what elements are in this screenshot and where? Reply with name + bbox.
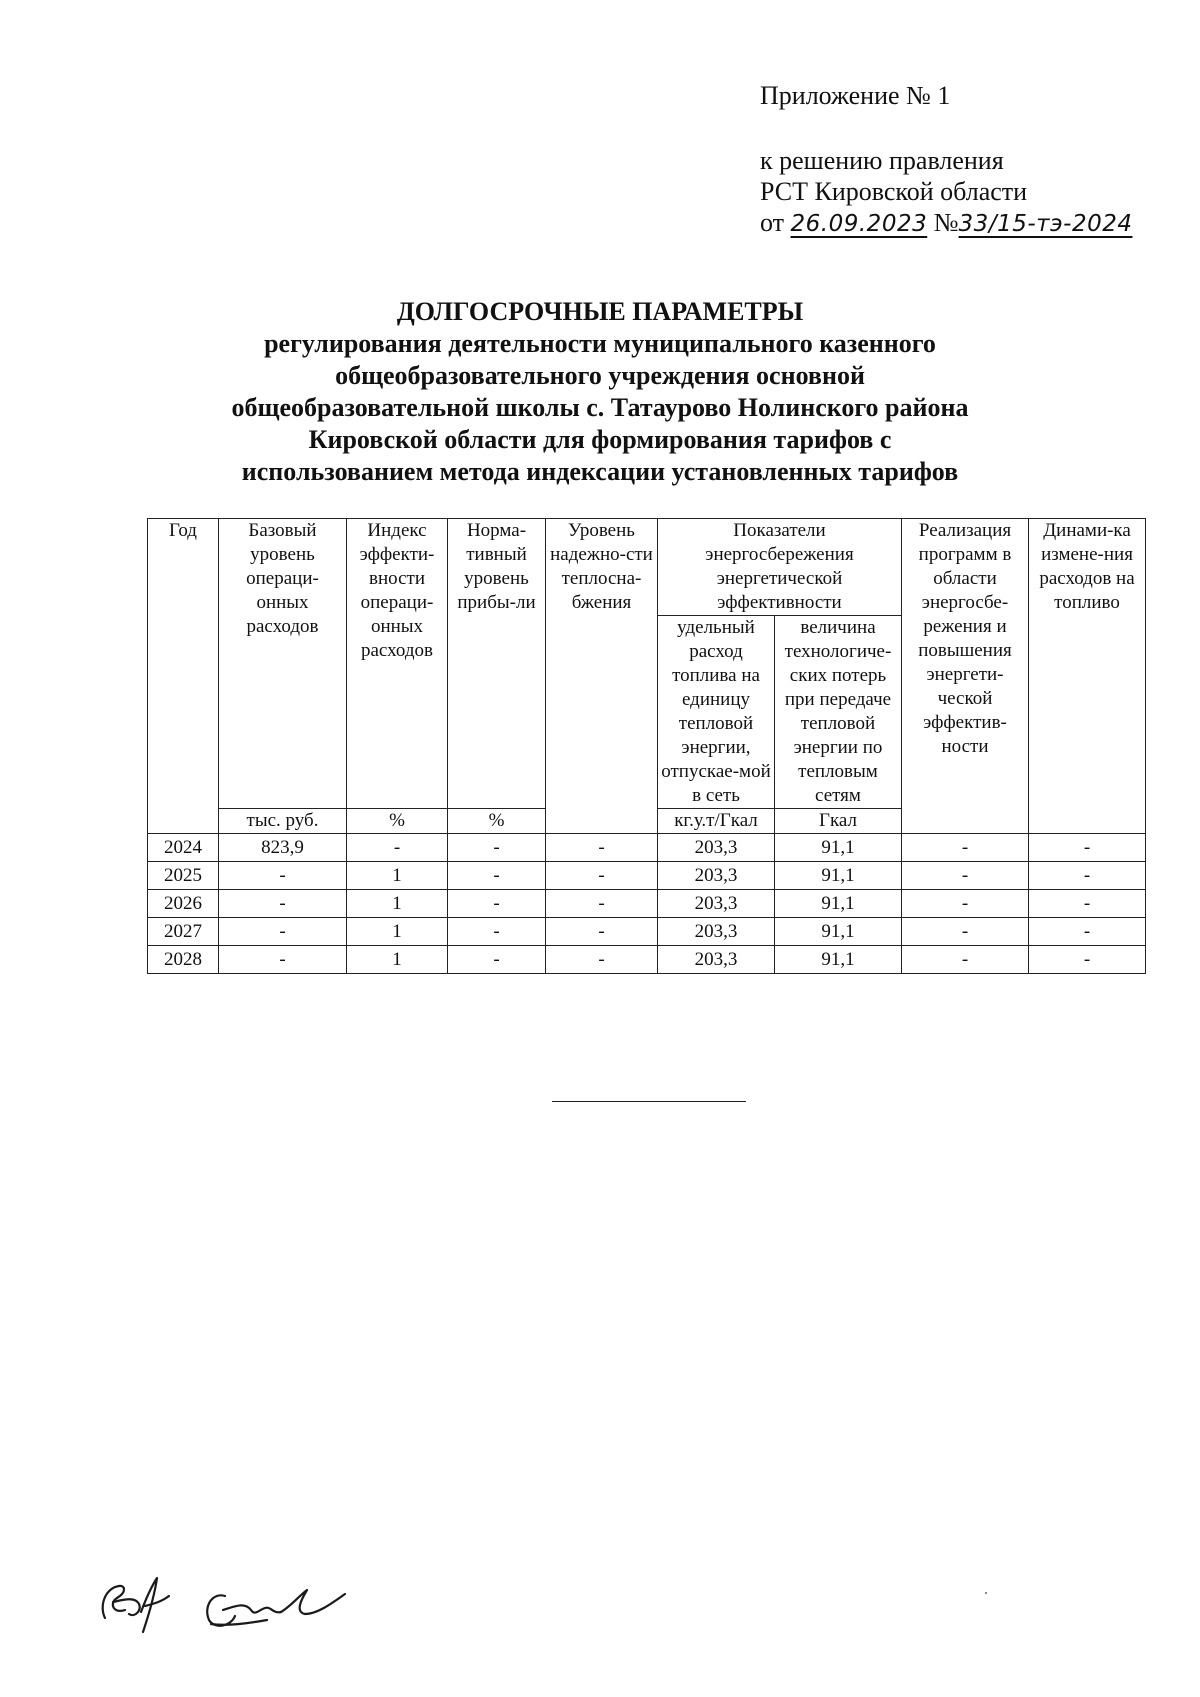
cell-base: 823,9 — [219, 834, 347, 862]
number-label: № — [933, 208, 959, 237]
cell-programs: - — [902, 834, 1029, 862]
title-line-1: регулирования деятельности муниципального казенного — [264, 329, 936, 358]
title-line-4: Кировской области для формирования тарифов с — [308, 425, 892, 454]
cell-programs: - — [902, 918, 1029, 946]
title-line-5: использованием метода индексации установленных тарифов — [241, 457, 959, 486]
appendix-number: Приложение № 1 — [760, 81, 951, 110]
cell-reliability: - — [546, 890, 658, 918]
cell-fuel: 203,3 — [658, 890, 775, 918]
header-base: Базовый уровень операци-онных расходов — [219, 519, 347, 809]
from-label: от — [760, 208, 785, 237]
cell-profit: - — [448, 946, 546, 974]
cell-profit: - — [448, 834, 546, 862]
unit-profit: % — [448, 809, 546, 834]
closing-divider — [552, 1101, 746, 1102]
header-index: Индекс эффекти-вности операци-онных расходов — [347, 519, 448, 809]
unit-fuel: кг.у.т/Гкал — [658, 809, 775, 834]
cell-dynamics: - — [1029, 890, 1146, 918]
cell-fuel: 203,3 — [658, 918, 775, 946]
cell-year: 2025 — [148, 862, 219, 890]
table-row — [148, 946, 1146, 974]
decision-date: 26.09.2023 — [790, 211, 928, 237]
cell-dynamics: - — [1029, 834, 1146, 862]
cell-fuel: 203,3 — [658, 834, 775, 862]
cell-base: - — [219, 946, 347, 974]
cell-year: 2024 — [148, 834, 219, 862]
appendix-decision: к решению правления — [760, 146, 1004, 175]
cell-losses: 91,1 — [775, 862, 902, 890]
cell-losses: 91,1 — [775, 834, 902, 862]
cell-reliability: - — [546, 918, 658, 946]
table-row — [148, 890, 1146, 918]
header-row-1 — [148, 519, 1146, 616]
unit-base: тыс. руб. — [219, 809, 347, 834]
cell-index: 1 — [347, 918, 448, 946]
cell-base: - — [219, 862, 347, 890]
cell-year: 2028 — [148, 946, 219, 974]
appendix-block — [760, 80, 1132, 240]
decision-number: 33/15-тэ-2024 — [958, 211, 1133, 237]
cell-fuel: 203,3 — [658, 862, 775, 890]
table-row — [148, 918, 1146, 946]
cell-profit: - — [448, 862, 546, 890]
cell-year: 2027 — [148, 918, 219, 946]
cell-dynamics: - — [1029, 946, 1146, 974]
unit-index: % — [347, 809, 448, 834]
cell-programs: - — [902, 862, 1029, 890]
table-row — [148, 834, 1146, 862]
cell-base: - — [219, 890, 347, 918]
header-profit: Норма-тивный уровень прибы-ли — [448, 519, 546, 809]
signatures-icon — [95, 1566, 395, 1646]
cell-base: - — [219, 918, 347, 946]
cell-programs: - — [902, 946, 1029, 974]
cell-dynamics: - — [1029, 862, 1146, 890]
cell-index: 1 — [347, 862, 448, 890]
cell-index: 1 — [347, 946, 448, 974]
header-programs: Реализация программ в области энергосбе-режения и повышения энергети-ческой эффектив-ности — [902, 519, 1029, 834]
header-reliability: Уровень надежно-сти теплосна-бжения — [546, 519, 658, 834]
cell-losses: 91,1 — [775, 946, 902, 974]
unit-losses: Гкал — [775, 809, 902, 834]
appendix-authority: РСТ Кировской области — [760, 177, 1028, 206]
header-fuel: удельный расход топлива на единицу тепловой энергии, отпускае-мой в сеть — [658, 616, 775, 809]
cell-reliability: - — [546, 834, 658, 862]
header-year: Год — [148, 519, 219, 834]
cell-reliability: - — [546, 946, 658, 974]
cell-losses: 91,1 — [775, 918, 902, 946]
table-row — [148, 862, 1146, 890]
cell-programs: - — [902, 890, 1029, 918]
header-dynamics: Динами-ка измене-ния расходов на топливо — [1029, 519, 1146, 834]
cell-index: 1 — [347, 890, 448, 918]
document-title — [100, 296, 1100, 488]
parameters-table — [147, 518, 1146, 974]
cell-fuel: 203,3 — [658, 946, 775, 974]
appendix-date-line — [760, 207, 1132, 240]
title-line-3: общеобразовательной школы с. Татаурово Нолинского района — [231, 393, 969, 422]
cell-losses: 91,1 — [775, 890, 902, 918]
cell-dynamics: - — [1029, 918, 1146, 946]
cell-profit: - — [448, 890, 546, 918]
cell-profit: - — [448, 918, 546, 946]
scan-speck — [985, 1592, 987, 1594]
cell-index: - — [347, 834, 448, 862]
title-heading: ДОЛГОСРОЧНЫЕ ПАРАМЕТРЫ — [396, 297, 804, 326]
header-losses: величина технологиче-ских потерь при передаче тепловой энергии по тепловым сетям — [775, 616, 902, 809]
cell-year: 2026 — [148, 890, 219, 918]
title-line-2: общеобразовательного учреждения основной — [335, 361, 865, 390]
cell-reliability: - — [546, 862, 658, 890]
header-energy-group: Показатели энергосбережения энергетической эффективности — [658, 519, 902, 616]
